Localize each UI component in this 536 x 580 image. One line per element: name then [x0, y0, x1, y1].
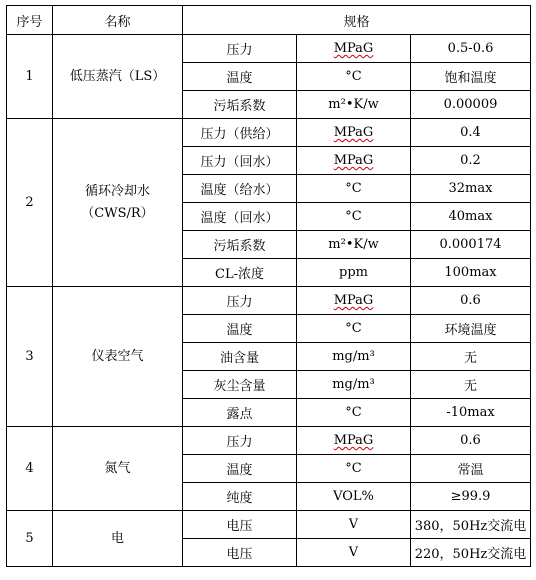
parameter-cell: 压力（回水） — [183, 147, 297, 175]
unit-text: mg/m³ — [332, 349, 375, 364]
item-name — [53, 427, 183, 511]
table-body — [7, 35, 531, 567]
unit-text: °C — [345, 209, 362, 224]
value-cell: 0.5-0.6 — [411, 35, 531, 63]
value-cell: 常温 — [411, 455, 531, 483]
table-row — [7, 119, 531, 147]
header-row — [7, 6, 531, 35]
unit-cell — [297, 371, 411, 399]
unit-text: °C — [345, 69, 362, 84]
header-name: 名称 — [53, 6, 183, 35]
value-cell: 0.000174 — [411, 231, 531, 259]
item-number: 2 — [7, 119, 53, 287]
item-name-line: 低压蒸汽（LS） — [69, 68, 166, 84]
parameter-cell: 污垢系数 — [183, 91, 297, 119]
parameter-cell: 电压 — [183, 511, 297, 539]
header-no: 序号 — [7, 6, 53, 35]
unit-cell — [297, 231, 411, 259]
item-number: 5 — [7, 511, 53, 567]
value-cell: 220，50Hz交流电 — [411, 539, 531, 567]
value-cell: 0.6 — [411, 287, 531, 315]
item-name-line: 仪表空气 — [91, 348, 144, 364]
unit-text: V — [348, 517, 359, 532]
value-cell: 饱和温度 — [411, 63, 531, 91]
unit-text: ppm — [339, 265, 368, 280]
unit-cell — [297, 287, 411, 315]
item-name — [53, 35, 183, 119]
unit-text: MPaG — [333, 153, 374, 168]
value-cell: 环境温度 — [411, 315, 531, 343]
parameter-cell: 温度 — [183, 63, 297, 91]
parameter-cell: 纯度 — [183, 483, 297, 511]
item-number: 3 — [7, 287, 53, 427]
parameter-cell: 电压 — [183, 539, 297, 567]
unit-cell — [297, 119, 411, 147]
unit-text: m²•K/w — [328, 237, 379, 252]
unit-text: MPaG — [333, 293, 374, 308]
unit-cell — [297, 343, 411, 371]
item-name-line: 电 — [110, 530, 124, 546]
unit-text: m²•K/w — [328, 97, 379, 112]
parameter-cell: CL-浓度 — [183, 259, 297, 287]
table-row — [7, 427, 531, 455]
table-row — [7, 511, 531, 539]
parameter-cell: 温度 — [183, 315, 297, 343]
unit-cell — [297, 399, 411, 427]
parameter-cell: 压力 — [183, 427, 297, 455]
parameter-cell: 压力（供给） — [183, 119, 297, 147]
unit-cell — [297, 147, 411, 175]
item-name — [53, 511, 183, 567]
unit-cell — [297, 175, 411, 203]
unit-cell — [297, 203, 411, 231]
value-cell: 0.00009 — [411, 91, 531, 119]
parameter-cell: 温度 — [183, 455, 297, 483]
unit-cell — [297, 539, 411, 567]
value-cell: 0.4 — [411, 119, 531, 147]
unit-text: MPaG — [333, 125, 374, 140]
unit-text: mg/m³ — [332, 377, 375, 392]
value-cell: 100max — [411, 259, 531, 287]
item-name-line: 循环冷却水 — [84, 183, 150, 199]
value-cell: 0.2 — [411, 147, 531, 175]
parameter-cell: 灰尘含量 — [183, 371, 297, 399]
value-cell: 0.6 — [411, 427, 531, 455]
value-cell: 32max — [411, 175, 531, 203]
utility-spec-table — [6, 5, 531, 567]
unit-cell — [297, 511, 411, 539]
unit-text: °C — [345, 405, 362, 420]
parameter-cell: 露点 — [183, 399, 297, 427]
parameter-cell: 温度（回水） — [183, 203, 297, 231]
unit-cell — [297, 455, 411, 483]
parameter-cell: 压力 — [183, 287, 297, 315]
value-cell: 无 — [411, 343, 531, 371]
header-spec: 规格 — [183, 6, 531, 35]
unit-cell — [297, 35, 411, 63]
unit-text: °C — [345, 181, 362, 196]
item-name — [53, 287, 183, 427]
value-cell: 40max — [411, 203, 531, 231]
unit-cell — [297, 91, 411, 119]
table-row — [7, 35, 531, 63]
unit-cell — [297, 427, 411, 455]
item-number: 1 — [7, 35, 53, 119]
table-row — [7, 287, 531, 315]
unit-text: VOL% — [333, 489, 374, 504]
item-name-line: （CWS/R） — [81, 205, 154, 221]
unit-cell — [297, 483, 411, 511]
unit-cell — [297, 259, 411, 287]
unit-text: °C — [345, 321, 362, 336]
unit-cell — [297, 63, 411, 91]
item-number: 4 — [7, 427, 53, 511]
unit-text: MPaG — [333, 41, 374, 56]
parameter-cell: 温度（给水） — [183, 175, 297, 203]
parameter-cell: 油含量 — [183, 343, 297, 371]
value-cell: -10max — [411, 399, 531, 427]
value-cell: 无 — [411, 371, 531, 399]
item-name — [53, 119, 183, 287]
parameter-cell: 压力 — [183, 35, 297, 63]
unit-text: °C — [345, 461, 362, 476]
unit-text: MPaG — [333, 433, 374, 448]
value-cell: ≥99.9 — [411, 483, 531, 511]
item-name-line: 氮气 — [104, 460, 131, 476]
parameter-cell: 污垢系数 — [183, 231, 297, 259]
unit-cell — [297, 315, 411, 343]
unit-text: V — [348, 545, 359, 560]
value-cell: 380，50Hz交流电 — [411, 511, 531, 539]
